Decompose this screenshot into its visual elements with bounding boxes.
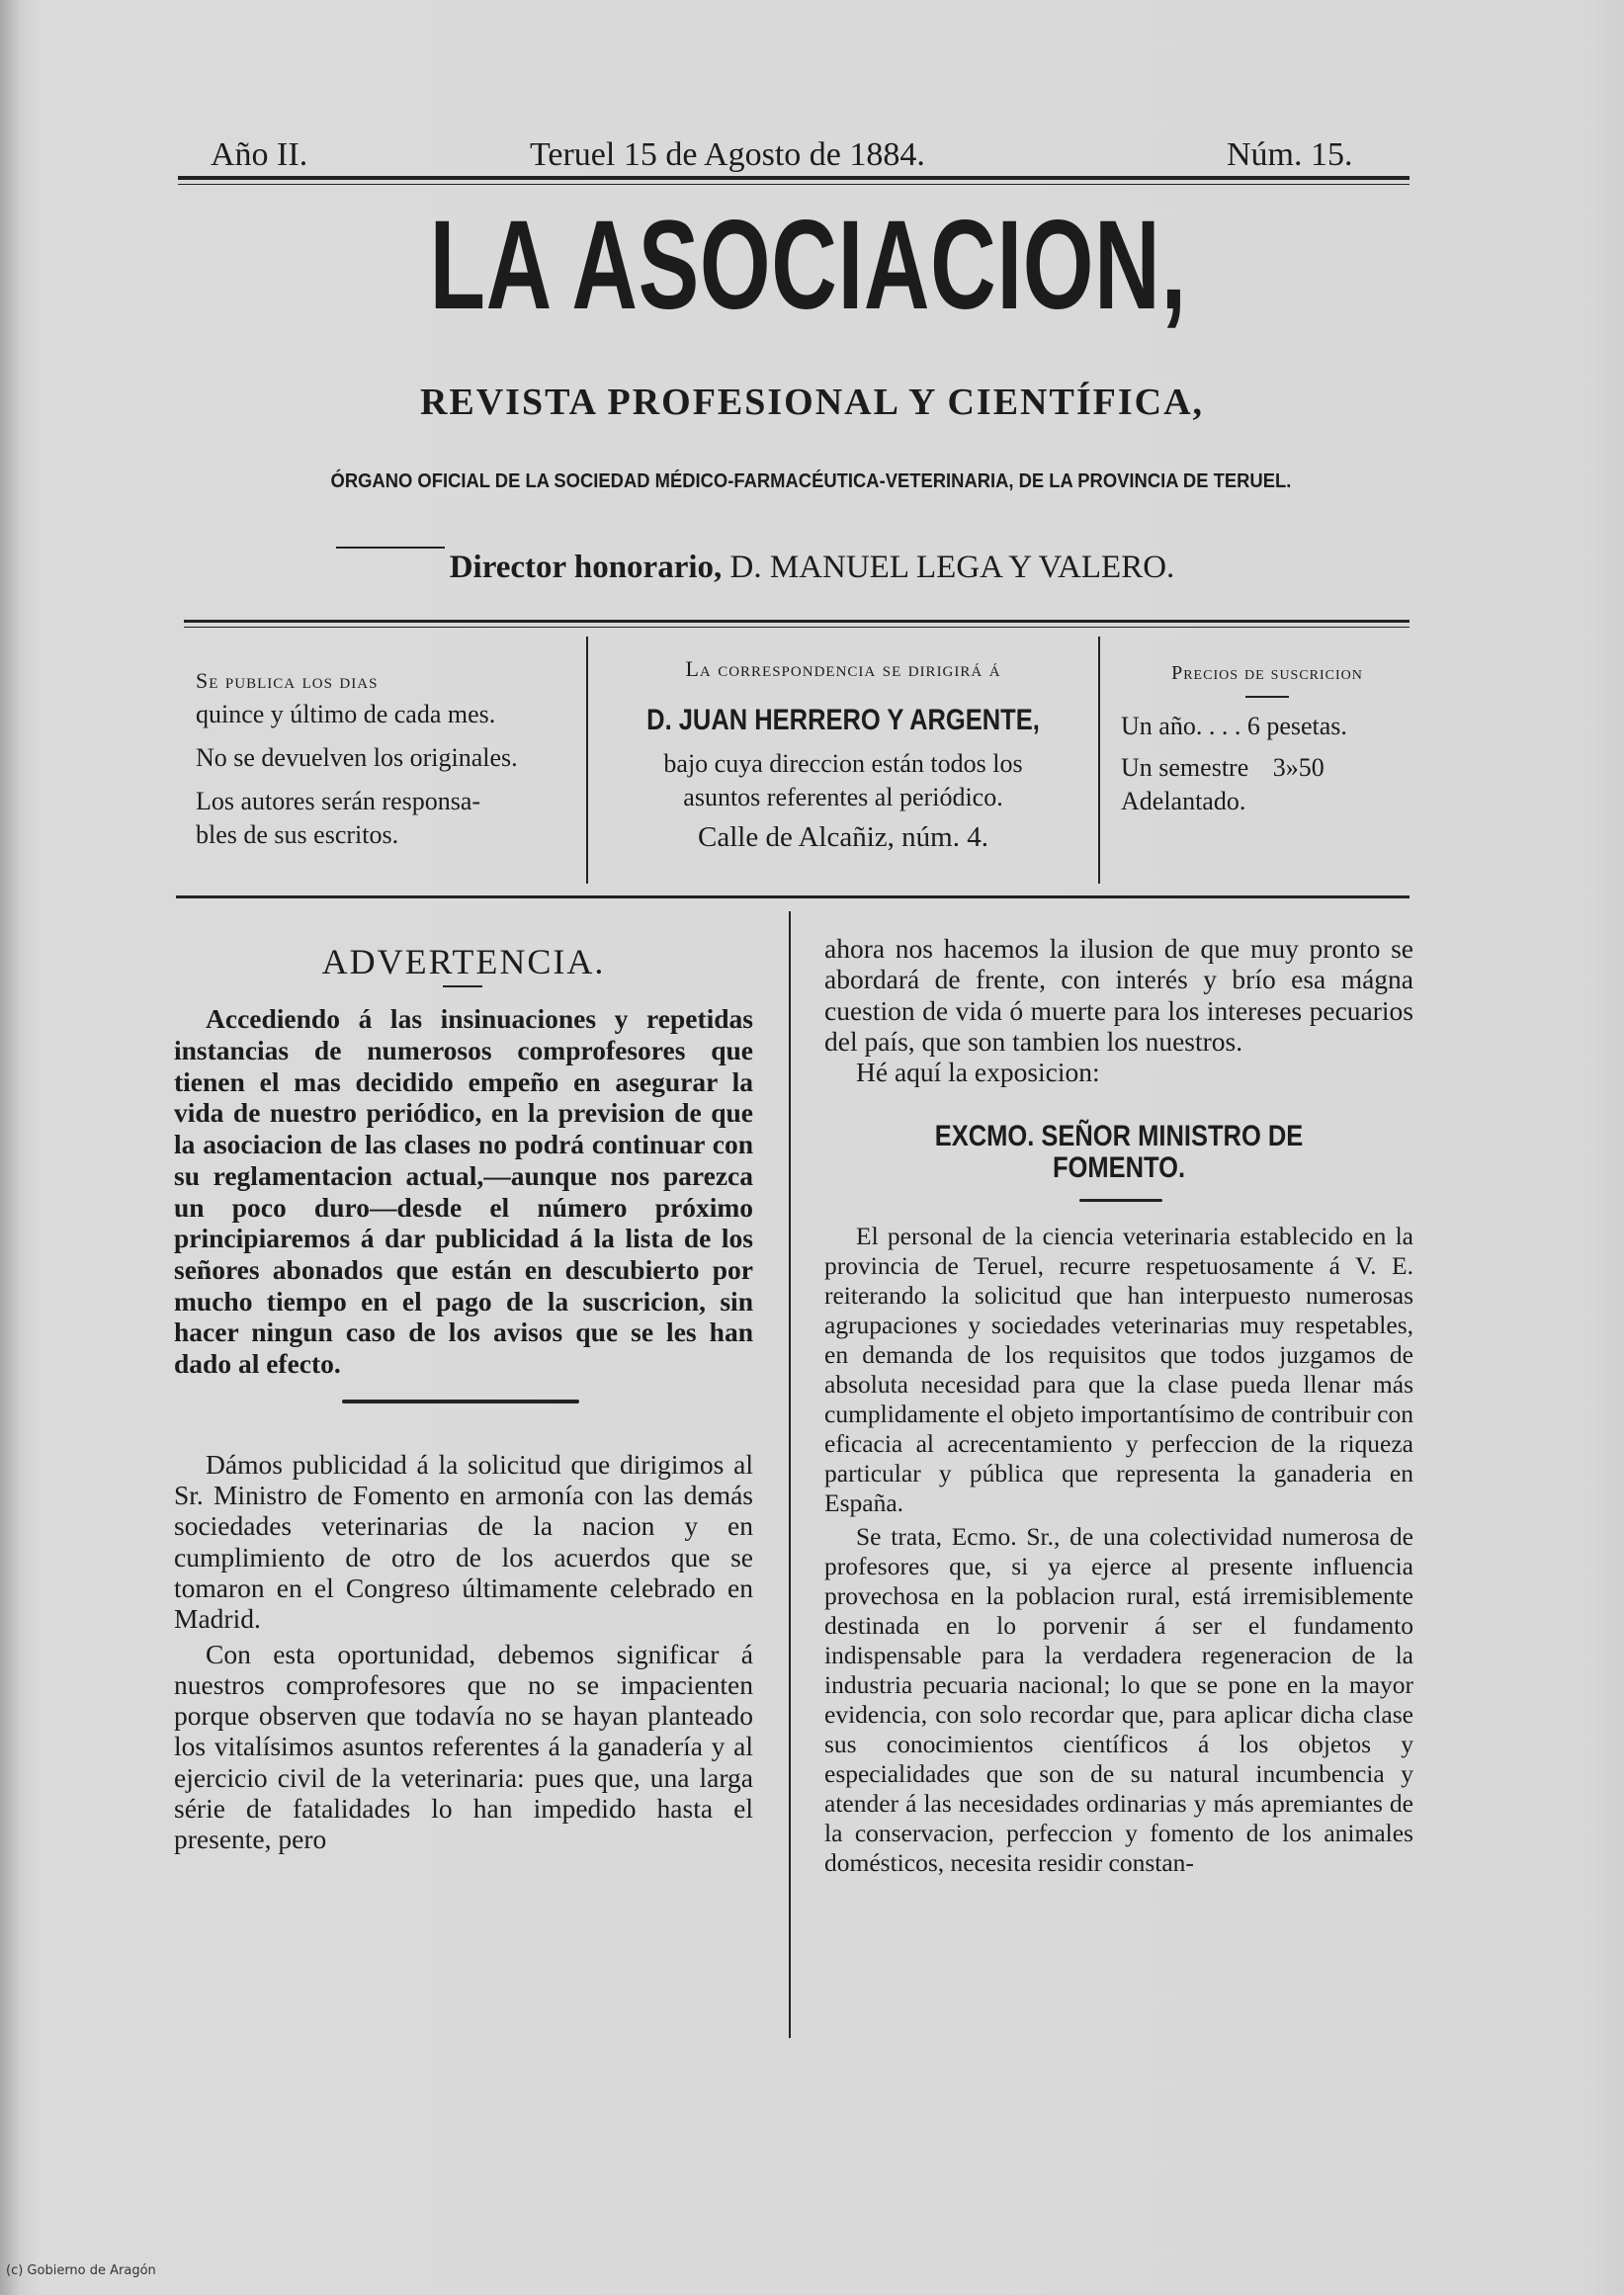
right-column — [824, 933, 1413, 1878]
advertencia-notice: Accediendo á las insinuaciones y repetidas instancias de numerosos comprofesores que tienen el mas decidido empeño en asegurar la vida de nuestro periódico, en la prevision de que la asociacion de las clases no podrá continuar con su reglamentacion actual,—aunque nos parezca un poco duro—desde el número próximo principiaremos á dar publicidad á la lista de los señores abonados que están en descubierto por mucho tiempo en el pago de la suscricion, sin hacer ningun caso de los avisos que se les han dado al efecto. — [174, 1003, 753, 1380]
ministro-title: EXCMO. SEÑOR MINISTRO DE FOMENTO. — [934, 1120, 1304, 1184]
info-right — [1121, 656, 1413, 818]
director-line — [0, 550, 1624, 586]
price-year — [1121, 710, 1413, 743]
correspondence-name: D. JUAN HERRERO Y ARGENTE, — [646, 704, 1040, 736]
header-rule-thick — [178, 176, 1410, 180]
info-left — [196, 664, 571, 852]
price-semester — [1121, 751, 1413, 785]
column-divider — [789, 911, 791, 2038]
info-top-rule — [184, 620, 1410, 623]
issue-year: Año II. — [211, 136, 308, 173]
header-rule-thin — [178, 184, 1410, 185]
publication-schedule-heading: Se publica los dias — [196, 668, 379, 693]
right-paragraph-1: ahora nos hacemos la ilusion de que muy pronto se abordará de frente, con interés y brío esa mágna cuestion de vida ó muerte para los intereses pecuarios del país, que son tambien los nuestros. — [824, 933, 1413, 1057]
info-divider-1 — [586, 637, 588, 884]
originals-notice: No se devuelven los originales. — [196, 743, 518, 772]
correspondence-address: Calle de Alcañiz, núm. 4. — [698, 821, 988, 853]
price-year-value: 6 pesetas. — [1246, 712, 1347, 740]
price-semester-value: 3»50 — [1272, 753, 1325, 782]
right-paragraph-2: Hé aquí la exposicion: — [856, 1057, 1100, 1088]
left-column — [174, 942, 753, 1855]
authors-notice-1: Los autores serán responsa- — [196, 787, 481, 815]
prices-heading: Precios de suscricion — [1171, 662, 1363, 684]
director-name: D. MANUEL LEGA Y VALERO. — [729, 550, 1175, 585]
right-paragraph-3: El personal de la ciencia veterinaria establecido en la provincia de Teruel, recurre respetuosamente á V. E. reiterando la solicitud que han interpuesto numerosas agrupaciones y sociedades veterinarias muy respetables, en demanda de los requisitos que todos juzgamos de absoluta necesidad para que la clase pueda llenar más cumplidamente el objeto importantísimo de contribuir con eficacia al acrecentamiento y perfeccion de la riqueza particular y pública que representa la ganaderia en España. — [824, 1222, 1413, 1518]
correspondence-line2: asuntos referentes al periódico. — [683, 783, 1003, 811]
director-label: Director honorario, — [449, 550, 723, 585]
advertencia-ornament — [443, 985, 482, 987]
right-paragraph-4: Se trata, Ecmo. Sr., de una colectividad numerosa de profesores que, si ya ejerce al presente influencia provechosa en la poblacion rural, está irremisiblemente destinada en lo porvenir á ser el fundamento indispensable para la verdadera regeneracion de la industria pecuaria nacional; lo que se pone en la mayor evidencia, con solo recordar que, para aplicar dicha clase sus conocimientos científicos á los objetos y especialidades que son de su natural incumbencia y atender á las necesidades ordinarias y más apremiantes de la conservacion, perfeccion y fomento de los animales domésticos, necesita residir constan- — [824, 1522, 1413, 1878]
publication-schedule: quince y último de cada mes. — [196, 700, 496, 728]
price-semester-label: Un semestre — [1121, 753, 1249, 782]
price-advance: Adelantado. — [1121, 787, 1246, 815]
masthead-organo: ÓRGANO OFICIAL DE LA SOCIEDAD MÉDICO-FARMACÉUTICA-VETERINARIA, DE LA PROVINCIA DE TERUEL. — [330, 470, 1292, 492]
left-separator — [174, 1380, 753, 1423]
image-credit: (c) Gobierno de Aragón — [6, 2263, 156, 2278]
separator-ornament — [342, 1400, 579, 1403]
masthead-title: LA ASOCIACION, — [429, 195, 1187, 336]
left-paragraph-1: Dámos publicidad á la solicitud que dirigimos al Sr. Ministro de Fomento en armonía con las demás sociedades veterinarias de la nacion y en cumplimiento de otro de los acuerdos que se tomaron en el Congreso últimamente celebrado en Madrid. — [174, 1448, 753, 1635]
issue-number: Núm. 15. — [1227, 136, 1353, 173]
advertencia-title: ADVERTENCIA. — [321, 942, 606, 981]
director-ornament — [336, 547, 445, 549]
masthead-subtitle: REVISTA PROFESIONAL Y CIENTÍFICA, — [419, 382, 1205, 423]
authors-notice-2: bles de sus escritos. — [196, 820, 399, 849]
info-top-rule-thin — [184, 627, 1410, 628]
issue-place-date: Teruel 15 de Agosto de 1884. — [530, 136, 925, 173]
correspondence-line1: bajo cuya direccion están todos los — [663, 749, 1023, 778]
left-paragraph-2: Con esta oportunidad, debemos significar á nuestros comprofesores que no se impacienten porque observen que todavía no se hayan planteado los vitalísimos asuntos referentes á la ganadería y al ejercicio civil de la veterinaria: pues que, una larga série de fatalidades lo han impedido hasta el presente, pero — [174, 1638, 753, 1855]
info-middle — [601, 652, 1085, 854]
correspondence-heading: La correspondencia se dirigirá á — [685, 656, 1001, 681]
prices-ornament — [1245, 696, 1289, 698]
ministro-ornament — [1079, 1199, 1162, 1202]
price-year-label: Un año. . . . — [1121, 712, 1241, 740]
info-divider-2 — [1098, 637, 1100, 884]
info-bottom-rule — [176, 895, 1410, 898]
